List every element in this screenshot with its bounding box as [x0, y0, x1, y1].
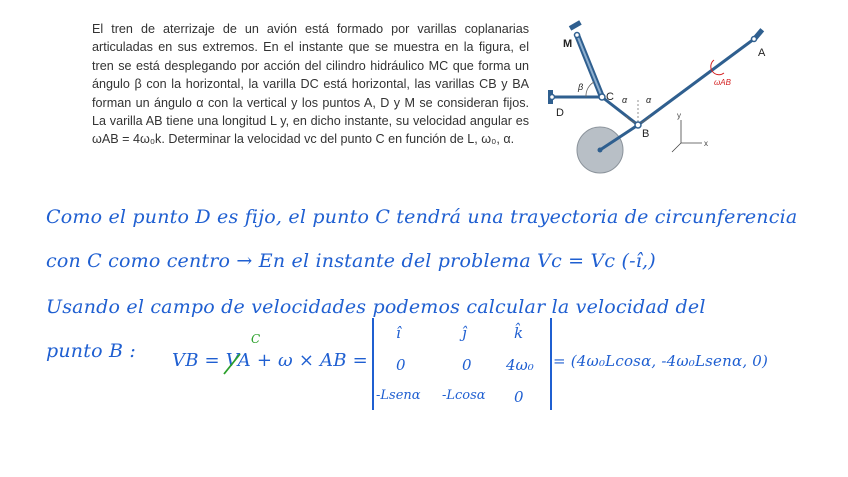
matrix-r3c3: 0 [514, 388, 524, 406]
joint-a [752, 37, 757, 42]
matrix-r2c3: 4ω₀ [506, 356, 534, 374]
note-line-1: Como el punto D es fijo, el punto C tendrá una trayectoria de circunferencia [46, 206, 798, 228]
joint-d [550, 95, 555, 100]
joint-b [635, 122, 641, 128]
strike-mark [222, 352, 242, 376]
rod-ba [638, 39, 754, 125]
label-alpha-2: α [646, 95, 652, 105]
matrix-r2c1: 0 [396, 356, 406, 374]
c-correction-mark: C [251, 332, 261, 346]
landing-gear-figure [536, 20, 776, 188]
label-b: B [642, 128, 650, 140]
matrix-r2c2: 0 [462, 356, 472, 374]
label-alpha-1: α [622, 95, 628, 105]
label-a: A [758, 47, 766, 59]
support-m [569, 20, 582, 30]
label-omega: ωAB [714, 78, 731, 87]
matrix-r3c2: -Lcosα [442, 388, 486, 403]
note-line-2: con C como centro → En el instante del problema Vc = Vc (-î,) [46, 250, 656, 272]
joint-m [575, 33, 580, 38]
problem-text: El tren de aterrizaje de un avión está formado por varillas coplanarias articuladas en sus extremos. En el instante que se muestra en la figura, el tren se está desplegando por acción del cilindro hidráulico MC que forma un ángulo β con la horizontal, la varilla DC está horizontal, las varillas CB y BA forman un ángulo α con la vertical y los puntos A, D y M se consideran fijos. La varilla AB tiene una longitud L y, en dicho instante, su velocidad angular es ωAB = 4ω₀k. Determinar la velocidad vc del punto C en función de L, ω₀, α. [92, 22, 529, 147]
label-c: C [606, 91, 614, 103]
z-axis [672, 143, 681, 152]
note-line-4-label: punto B : [46, 340, 136, 362]
label-x: x [704, 139, 708, 148]
label-beta: β [578, 82, 584, 92]
note-line-3: Usando el campo de velocidades podemos calcular la velocidad del [46, 296, 706, 318]
matrix-j: ĵ [462, 324, 467, 342]
velocity-equation: VB = VA + ω × AB = [172, 350, 368, 371]
joint-c [599, 94, 605, 100]
label-d: D [556, 107, 564, 119]
problem-statement [92, 20, 529, 149]
cross-product-matrix [372, 318, 552, 410]
label-y: y [677, 111, 681, 120]
beta-arc [586, 82, 594, 97]
matrix-k: k̂ [514, 324, 524, 342]
matrix-r3c1: -Lsenα [376, 388, 421, 403]
matrix-i: î [396, 324, 401, 342]
result-vector: = (4ω₀Lcosα, -4ω₀Lsenα, 0) [553, 352, 769, 370]
label-m: M [563, 38, 573, 50]
